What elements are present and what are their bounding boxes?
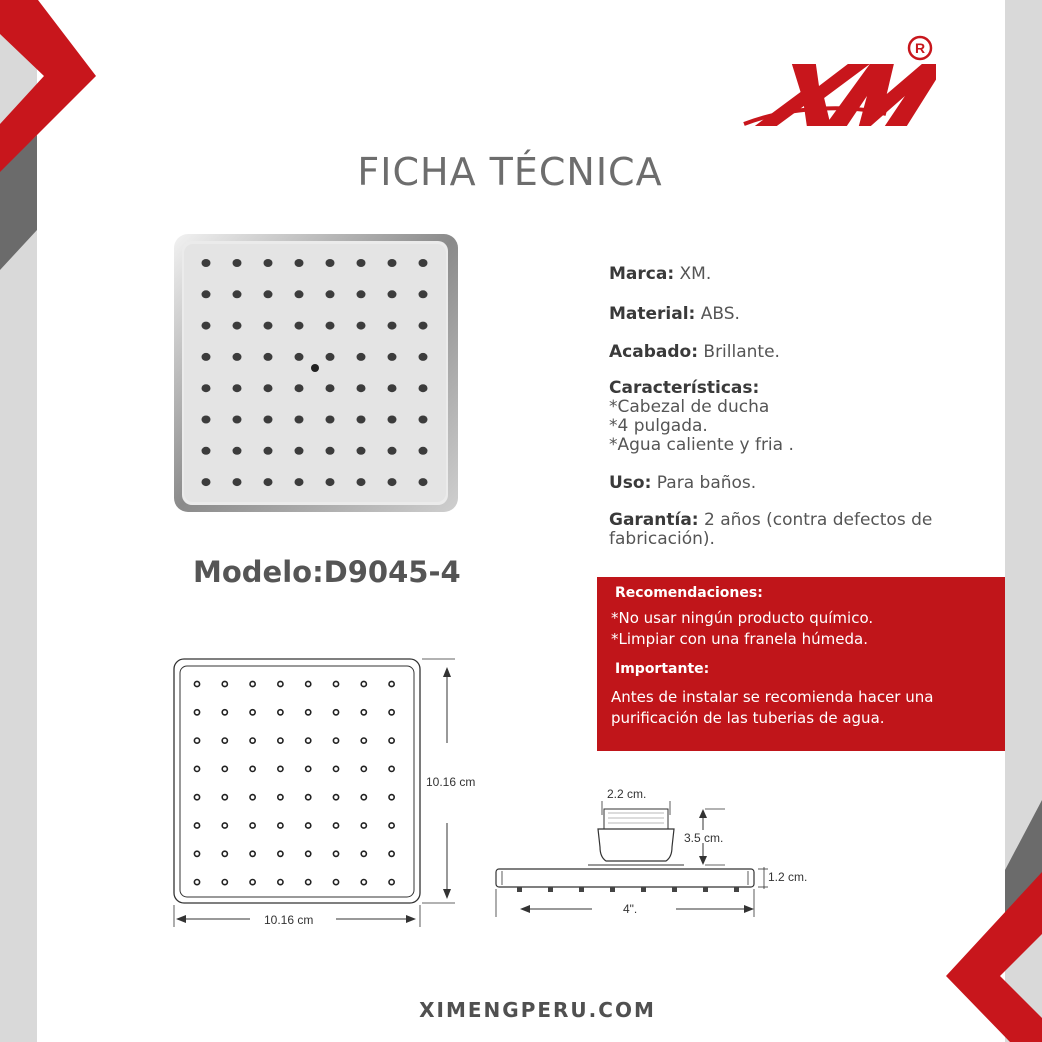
recommendation-line: *No usar ningún producto químico.: [611, 609, 874, 627]
profile-nozzle: [517, 887, 522, 892]
nozzle-dot: [419, 322, 428, 330]
nozzle-dot: [233, 290, 242, 298]
spec-label: Acabado:: [609, 342, 698, 362]
nozzle-outline: [333, 795, 338, 800]
spec-value: Para baños.: [651, 473, 757, 493]
nozzle-outline: [194, 738, 199, 743]
website-footer: XIMENGPERU.COM: [419, 998, 656, 1022]
nozzle-dot: [326, 259, 335, 267]
nozzle-outline: [250, 880, 255, 885]
nozzle-dot: [326, 416, 335, 424]
nozzle-dot: [357, 259, 366, 267]
nozzle-dot: [295, 322, 304, 330]
nozzle-dot: [264, 322, 273, 330]
nozzle-outline: [333, 823, 338, 828]
nozzle-outline: [306, 710, 311, 715]
nozzle-dot: [388, 259, 397, 267]
svg-text:R: R: [914, 40, 926, 56]
nozzle-outline: [222, 823, 227, 828]
nozzle-outline: [389, 766, 394, 771]
nozzle-outline: [194, 681, 199, 686]
important-heading: Importante:: [615, 661, 710, 677]
nozzle-outline: [306, 823, 311, 828]
nozzle-dot: [295, 447, 304, 455]
nozzle-outline: [389, 851, 394, 856]
spec-marca: [609, 264, 711, 284]
spec-value: 2 años (contra defectos de: [698, 510, 933, 530]
nozzle-dot: [388, 416, 397, 424]
spec-caracteristicas: [609, 378, 794, 455]
nozzle-outline: [306, 766, 311, 771]
nozzle-dot: [264, 290, 273, 298]
nozzle-dot: [419, 353, 428, 361]
nozzle-outline: [194, 880, 199, 885]
nozzle-outline: [194, 766, 199, 771]
nozzle-outline: [250, 766, 255, 771]
nozzle-dot: [388, 384, 397, 392]
nozzle-outline: [389, 681, 394, 686]
profile-nozzle: [672, 887, 677, 892]
nozzle-dot: [419, 259, 428, 267]
nozzle-outline: [222, 738, 227, 743]
nozzle-outline: [278, 710, 283, 715]
spec-label: Material:: [609, 304, 696, 324]
profile-nozzle: [703, 887, 708, 892]
nozzle-outline: [333, 766, 338, 771]
nozzle-outline: [306, 681, 311, 686]
nozzle-dot: [357, 322, 366, 330]
nozzle-outline: [306, 738, 311, 743]
nozzle-dot: [233, 447, 242, 455]
nozzle-outline: [194, 823, 199, 828]
nozzle-dot: [202, 416, 211, 424]
nozzle-outline: [361, 738, 366, 743]
nozzle-dot: [202, 353, 211, 361]
nozzle-dot: [202, 478, 211, 486]
nozzle-dot: [357, 478, 366, 486]
nozzle-dot: [357, 416, 366, 424]
profile-nozzle: [548, 887, 553, 892]
nozzle-outline: [333, 851, 338, 856]
nozzle-dot: [295, 416, 304, 424]
nozzle-outline: [361, 710, 366, 715]
spec-garantia: [609, 510, 932, 549]
height-dimension-label: 10.16 cm: [426, 775, 476, 789]
nozzle-dot: [357, 290, 366, 298]
nozzle-dot: [295, 353, 304, 361]
nozzle-outline: [361, 795, 366, 800]
profile-nozzle: [734, 887, 739, 892]
nozzle-dot: [233, 416, 242, 424]
nozzle-outline: [250, 823, 255, 828]
nozzle-dot: [264, 259, 273, 267]
nozzle-dot: [264, 384, 273, 392]
spec-line: *Agua caliente y fria .: [609, 435, 794, 455]
spec-label: Marca:: [609, 264, 675, 284]
nozzle-dot: [264, 353, 273, 361]
nozzle-dot: [326, 447, 335, 455]
spec-value: Brillante.: [698, 342, 780, 362]
nozzle-dot: [326, 384, 335, 392]
nozzle-dot: [326, 353, 335, 361]
nozzle-outline: [278, 681, 283, 686]
nozzle-dot: [388, 290, 397, 298]
nozzle-dot: [295, 259, 304, 267]
spec-value: XM.: [674, 264, 712, 284]
nozzle-outline: [194, 710, 199, 715]
nozzle-outline: [389, 823, 394, 828]
profile-nozzle: [641, 887, 646, 892]
nozzle-dot: [295, 290, 304, 298]
spec-label: Garantía:: [609, 510, 699, 530]
nozzle-outline: [250, 738, 255, 743]
product-photo: [170, 232, 460, 514]
spec-label: Características:: [609, 378, 760, 398]
nozzle-outline: [222, 710, 227, 715]
nozzle-dot: [326, 322, 335, 330]
nozzle-outline: [333, 710, 338, 715]
connector-height-label: 3.5 cm.: [684, 831, 724, 845]
nozzle-dot: [233, 259, 242, 267]
spec-acabado: [609, 342, 780, 362]
nozzle-outline: [306, 795, 311, 800]
connector-width-label: 2.2 cm.: [607, 787, 647, 801]
nozzle-outline: [361, 681, 366, 686]
nozzle-outline: [306, 851, 311, 856]
nozzle-dot: [233, 353, 242, 361]
nozzle-outline: [389, 880, 394, 885]
nozzle-outline: [389, 710, 394, 715]
nozzle-dot: [233, 478, 242, 486]
nozzle-dot: [202, 290, 211, 298]
spec-lines: [609, 398, 794, 455]
nozzle-dot: [233, 322, 242, 330]
nozzle-outline: [278, 823, 283, 828]
nozzle-dot: [419, 478, 428, 486]
nozzle-dot: [264, 447, 273, 455]
spec-material: [609, 304, 740, 324]
nozzle-dot: [326, 478, 335, 486]
spec-uso: [609, 473, 756, 493]
nozzle-dot: [295, 384, 304, 392]
nozzle-dot: [264, 416, 273, 424]
important-line: purificación de las tuberias de agua.: [611, 709, 885, 727]
nozzle-dot: [233, 384, 242, 392]
nozzle-dot: [202, 322, 211, 330]
nozzle-outline: [361, 766, 366, 771]
nozzle-outline: [389, 795, 394, 800]
recommendation-line: *Limpiar con una franela húmeda.: [611, 630, 868, 648]
nozzle-outline: [278, 766, 283, 771]
nozzle-outline: [333, 738, 338, 743]
nozzle-outline: [250, 795, 255, 800]
nozzle-outline: [278, 738, 283, 743]
nozzle-dot: [264, 478, 273, 486]
spec-line: *4 pulgada.: [609, 416, 708, 436]
nozzle-dot: [419, 290, 428, 298]
nozzle-outline: [361, 823, 366, 828]
nozzle-outline: [333, 681, 338, 686]
nozzle-outline: [250, 681, 255, 686]
spec-value: ABS.: [695, 304, 740, 324]
spec-line: *Cabezal de ducha: [609, 397, 770, 417]
nozzle-dot: [357, 384, 366, 392]
recommendations-heading: Recomendaciones:: [615, 585, 763, 601]
spec-value-continued: fabricación).: [609, 529, 715, 549]
nozzle-dot: [388, 447, 397, 455]
nozzle-dot: [419, 384, 428, 392]
diameter-label: 4".: [623, 902, 638, 916]
profile-nozzle: [579, 887, 584, 892]
side-view-drawing: [490, 785, 820, 925]
nozzle-outline: [250, 851, 255, 856]
nozzle-outline: [250, 710, 255, 715]
nozzle-dot: [295, 478, 304, 486]
spec-label: Uso:: [609, 473, 652, 493]
nozzle-outline: [361, 880, 366, 885]
top-view-drawing: [170, 655, 470, 935]
nozzle-dot: [357, 353, 366, 361]
nozzle-dot: [202, 447, 211, 455]
model-name: Modelo:D9045-4: [193, 555, 461, 589]
nozzle-dot: [388, 322, 397, 330]
nozzle-outline: [278, 851, 283, 856]
nozzle-dot: [326, 290, 335, 298]
xm-logo: [736, 34, 936, 129]
nozzle-outline: [194, 795, 199, 800]
nozzle-dot: [388, 353, 397, 361]
nozzle-outline: [278, 880, 283, 885]
nozzle-outline: [306, 880, 311, 885]
nozzle-outline: [222, 851, 227, 856]
nozzle-outline: [361, 851, 366, 856]
profile-nozzle: [610, 887, 615, 892]
nozzle-dot: [388, 478, 397, 486]
nozzle-dot: [202, 259, 211, 267]
nozzle-dot: [357, 447, 366, 455]
nozzle-outline: [278, 795, 283, 800]
nozzle-outline: [333, 880, 338, 885]
recommendations-box: [597, 577, 1005, 751]
nozzle-outline: [222, 880, 227, 885]
nozzle-outline: [222, 766, 227, 771]
important-line: Antes de instalar se recomienda hacer una: [611, 688, 934, 706]
page-title: FICHA TÉCNICA: [357, 150, 663, 194]
plate-thickness-label: 1.2 cm.: [768, 870, 808, 884]
nozzle-dot: [419, 416, 428, 424]
nozzle-outline: [222, 681, 227, 686]
nozzle-outline: [389, 738, 394, 743]
width-dimension-label: 10.16 cm: [264, 913, 314, 927]
nozzle-dot: [202, 384, 211, 392]
nozzle-dot: [419, 447, 428, 455]
nozzle-outline: [222, 795, 227, 800]
nozzle-outline: [194, 851, 199, 856]
